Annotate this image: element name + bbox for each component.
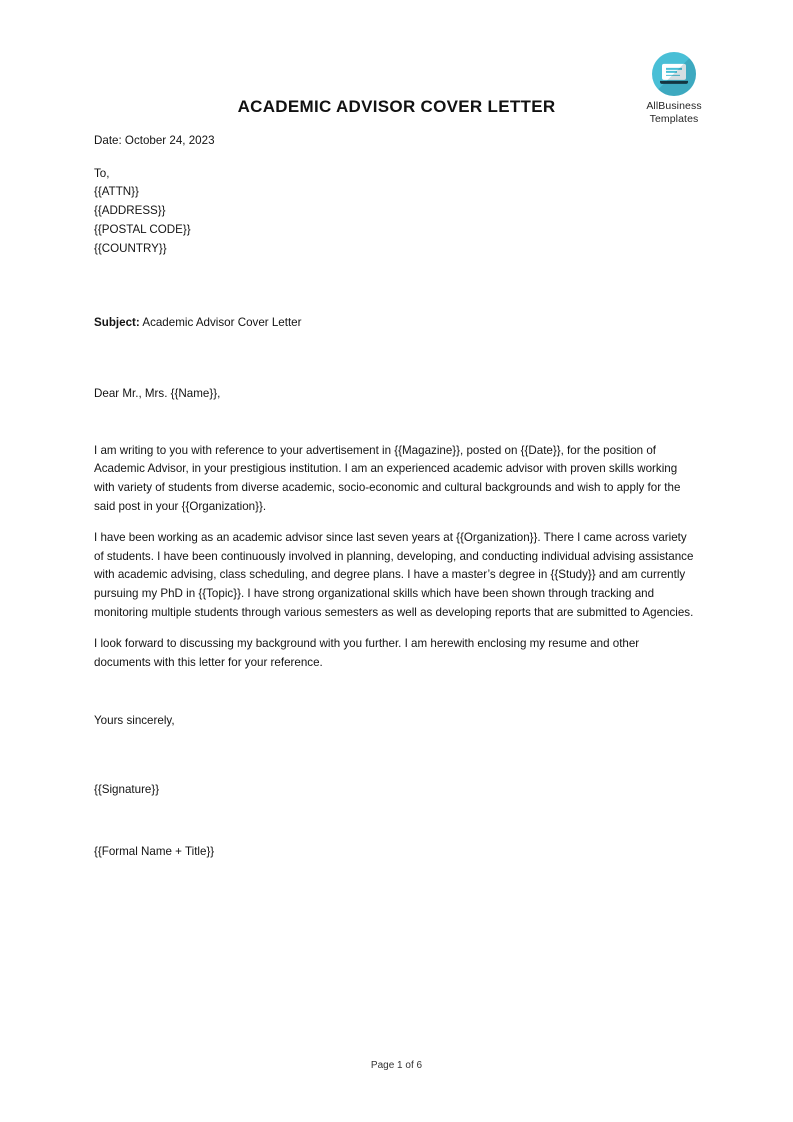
- page-footer: Page 1 of 6: [370, 1060, 423, 1071]
- recipient-line: To,: [94, 166, 110, 180]
- logo-circle: [652, 52, 696, 96]
- body-paragraph: I have been working as an academic advisor since last seven years at {{Organization}}. There I came across variety of students. I have been continuously involved in planning, developing, and conducting individual advising assistance with academic advising, class scheduling, and degree plans. I have a master’s degree in {{Study}} and am currently pursuing my PhD in {{Topic}}. I have strong organizational skills which have been shown through tracking and monitoring multiple students through various semesters as well as developing reports that are submitted to Agencies.: [94, 530, 694, 619]
- closing-line: Yours sincerely,: [94, 714, 175, 728]
- letter-body: [94, 132, 698, 861]
- recipient-block: [94, 165, 698, 259]
- body-paragraph: I look forward to discussing my background with you further. I am herewith enclosing my resume and other documents with this letter for your reference.: [94, 636, 640, 669]
- subject-line: [94, 314, 698, 333]
- formal-name-placeholder: {{Formal Name + Title}}: [94, 844, 215, 858]
- subject-value: Academic Advisor Cover Letter: [139, 316, 302, 330]
- body-paragraph: I am writing to you with reference to your advertisement in {{Magazine}}, posted on {{Date}}, for the position of Academic Advisor, in your prestigious institution. I am an experienced academic advisor with proven skills working with variety of students from diverse academic, socio-economic and cultural backgrounds and wish to apply for the said post in your {{Organization}}.: [94, 443, 681, 513]
- signature-placeholder: {{Signature}}: [94, 783, 160, 797]
- logo-text-line1: AllBusiness: [646, 100, 702, 112]
- recipient-line: {{ADDRESS}}: [94, 204, 166, 218]
- body-paragraphs: [94, 442, 698, 673]
- greeting-line: Dear Mr., Mrs. {{Name}},: [94, 386, 221, 400]
- recipient-line: {{COUNTRY}}: [94, 241, 167, 255]
- page-title: ACADEMIC ADVISOR COVER LETTER: [237, 97, 556, 116]
- logo-text-line2: Templates: [649, 112, 699, 125]
- recipient-line: {{ATTN}}: [94, 185, 139, 199]
- letter-date: Date: October 24, 2023: [94, 134, 215, 147]
- recipient-line: {{POSTAL CODE}}: [94, 222, 191, 236]
- subject-label: Subject:: [94, 316, 140, 330]
- logo-shadow: [652, 52, 696, 96]
